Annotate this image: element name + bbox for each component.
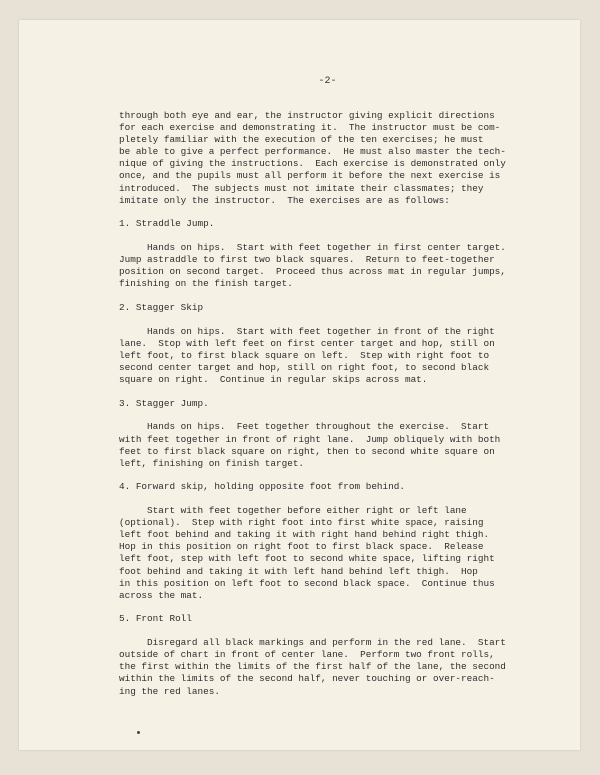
text-line: (optional). Step with right foot into first white space, raising — [119, 517, 484, 529]
text-line: imitate only the instructor. The exercises are as follows: — [119, 194, 450, 206]
text-line: for each exercise and demonstrating it. The instructor must be com- — [119, 122, 501, 134]
intro-paragraph — [119, 110, 539, 207]
text-line: left foot, to first black square on left. Step with right foot to — [119, 349, 490, 361]
text-line: Hands on hips. Start with feet together in front of the right — [119, 325, 495, 337]
text-line: square on right. Continue in regular skips across mat. — [119, 374, 428, 386]
text-line: pletely familiar with the execution of the ten exercises; he must — [119, 134, 484, 146]
exercise-heading: 2. Stagger Skip — [119, 302, 204, 313]
text-line: feet to first black square on right, then to second white square on — [119, 445, 495, 457]
text-line: with feet together in front of right lane. Jump obliquely with both — [119, 433, 501, 445]
ink-dot — [137, 731, 140, 734]
text-line: finishing on the finish target. — [119, 278, 293, 290]
exercise-heading: 5. Front Roll — [119, 613, 192, 625]
text-line: left foot behind and taking it with right hand behind right thigh. — [119, 529, 490, 541]
text-line: introduced. The subjects must not imitate their classmates; they — [119, 182, 484, 194]
page-number: -2- — [318, 76, 337, 87]
text-line: left, finishing on finish target. — [119, 457, 305, 469]
text-line: ing the red lanes. — [119, 685, 220, 697]
exercise-description — [119, 421, 539, 469]
text-line: Hands on hips. Start with feet together in first center target. — [119, 242, 506, 254]
text-line: across the mat. — [119, 589, 204, 601]
exercise-heading: 4. Forward skip, holding opposite foot from behind. — [119, 481, 405, 493]
text-line: through both eye and ear, the instructor giving explicit directions — [119, 110, 495, 121]
exercise-description — [119, 505, 539, 602]
exercise-description — [119, 326, 539, 386]
text-line: foot behind and taking it with left hand behind left thigh. Hop — [119, 565, 478, 577]
text-line: lane. Stop with left feet on first center target and hop, still on — [119, 337, 495, 349]
text-line: once, and the pupils must all perform it before the next exercise is — [119, 170, 501, 182]
document-page — [19, 20, 580, 750]
exercise-heading: 3. Stagger Jump. — [119, 397, 209, 409]
text-line: within the limits of the second half, never touching or over-reach- — [119, 673, 495, 685]
text-line: Hands on hips. Feet together throughout the exercise. Start — [119, 421, 490, 433]
text-line: Hop in this position on right foot to first black space. Release — [119, 541, 484, 553]
exercise-heading: 1. Straddle Jump. — [119, 218, 215, 230]
exercise-description — [119, 242, 539, 290]
text-line: be able to give a perfect performance. He must also master the tech- — [119, 146, 506, 158]
text-line: Start with feet together before either right or left lane — [119, 505, 467, 517]
text-line: second center target and hop, still on right foot, to second black — [119, 361, 490, 373]
text-line: outside of chart in front of center lane. Perform two front rolls, — [119, 649, 495, 661]
text-line: Jump astraddle to first two black squares. Return to feet-together — [119, 254, 495, 266]
text-line: Disregard all black markings and perform in the red lane. Start — [119, 637, 506, 649]
text-line: nique of giving the instructions. Each exercise is demonstrated only — [119, 158, 506, 170]
exercise-description — [119, 637, 539, 697]
text-line: in this position on left foot to second black space. Continue thus — [119, 577, 495, 589]
text-line: left foot, step with left foot to second white space, lifting right — [119, 553, 495, 565]
text-line: position on second target. Proceed thus across mat in regular jumps, — [119, 266, 506, 278]
text-line: the first within the limits of the first half of the lane, the second — [119, 661, 506, 673]
document-body — [119, 110, 539, 698]
